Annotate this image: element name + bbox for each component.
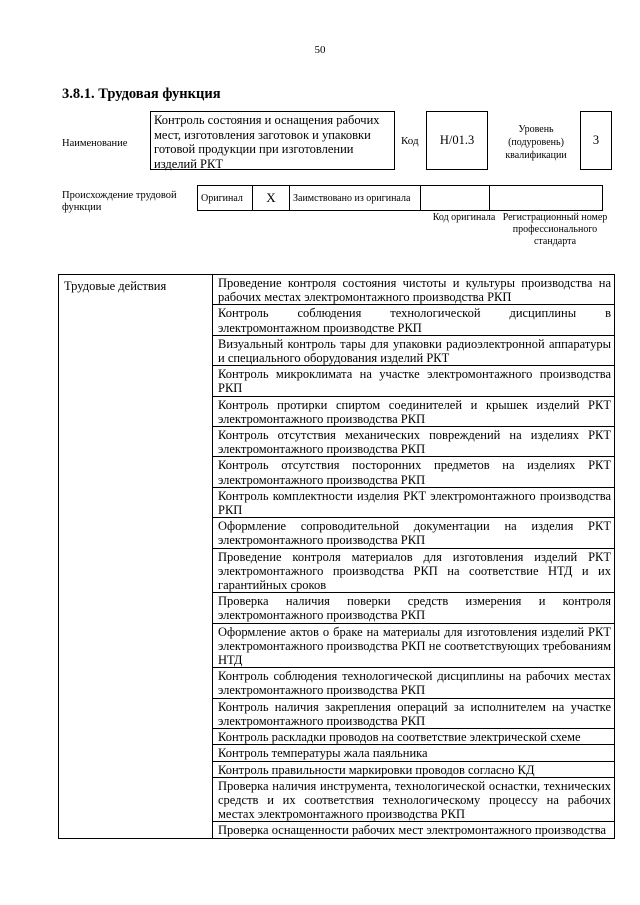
origin-borrowed-label: Заимствовано из оригинала xyxy=(290,186,421,211)
code-original-label: Код оригинала xyxy=(432,212,496,223)
reg-number-cell xyxy=(490,186,603,211)
action-item: Проверка наличия поверки средств измерения и контроля электромонтажного производства РКП xyxy=(213,593,615,623)
action-item: Контроль микроклимата на участке электромонтажного производства РКП xyxy=(213,366,615,396)
page-number: 50 xyxy=(314,44,326,56)
action-item: Проверка наличия инструмента, технологической оснастки, технических средств и их соответствия технологическому процессу на рабочих местах электромонтажного производства РКП xyxy=(213,777,615,822)
action-item: Контроль раскладки проводов на соответствие электрической схеме xyxy=(213,729,615,745)
action-item: Проведение контроля материалов для изготовления изделий РКТ электромонтажного производства РКП на соответствие НТД и их гарантийных сроков xyxy=(213,548,615,593)
code-value: Н/01.3 xyxy=(426,111,488,170)
action-item: Контроль соблюдения технологической дисциплины на рабочих местах электромонтажного производства РКП xyxy=(213,668,615,698)
action-item: Контроль протирки спиртом соединителей и крышек изделий РКТ электромонтажного производства РКП xyxy=(213,396,615,426)
action-item: Контроль отсутствия механических повреждений на изделиях РКТ электромонтажного производства РКП xyxy=(213,427,615,457)
action-item: Контроль температуры жала паяльника xyxy=(213,745,615,761)
code-label: Код xyxy=(401,135,419,147)
origin-table xyxy=(197,185,603,211)
origin-original-label: Оригинал xyxy=(198,186,253,211)
origin-label: Происхождение трудовой функции xyxy=(62,190,177,213)
reg-number-label: Регистрационный номер профессионального стандарта xyxy=(502,212,608,247)
action-item: Контроль правильности маркировки проводов согласно КД xyxy=(213,761,615,777)
action-item: Проведение контроля состояния чистоты и культуры производства на рабочих местах электромонтажного производства РКП xyxy=(213,275,615,305)
action-item: Контроль соблюдения технологической дисциплины в электромонтажном производстве РКП xyxy=(213,305,615,335)
actions-table xyxy=(58,274,615,839)
actions-label: Трудовые действия xyxy=(59,275,213,839)
origin-mark: X xyxy=(253,186,290,211)
function-name: Контроль состояния и оснащения рабочих мест, изготовления заготовок и упаковки готовой продукции при изготовлении изделий РКТ xyxy=(150,111,395,170)
action-item: Визуальный контроль тары для упаковки радиоэлектронной аппаратуры и специального оборудования изделий РКТ xyxy=(213,335,615,365)
action-item: Контроль отсутствия посторонних предметов на изделиях РКТ электромонтажного производства РКП xyxy=(213,457,615,487)
action-item: Оформление актов о браке на материалы для изготовления изделий РКТ электромонтажного производства РКП не соответствующих требованиям НТД xyxy=(213,623,615,668)
level-label: Уровень (подуровень) квалификации xyxy=(505,124,567,161)
code-original-cell xyxy=(421,186,490,211)
action-item: Проверка оснащенности рабочих мест электромонтажного производства xyxy=(213,822,615,838)
table-row xyxy=(59,275,615,305)
level-value: 3 xyxy=(580,111,612,170)
action-item: Контроль наличия закрепления операций за исполнителем на участке электромонтажного производства РКП xyxy=(213,698,615,728)
name-label: Наименование xyxy=(62,138,128,149)
action-item: Оформление сопроводительной документации на изделия РКТ электромонтажного производства РКП xyxy=(213,518,615,548)
section-title: 3.8.1. Трудовая функция xyxy=(62,86,221,102)
action-item: Контроль комплектности изделия РКТ электромонтажного производства РКП xyxy=(213,487,615,517)
